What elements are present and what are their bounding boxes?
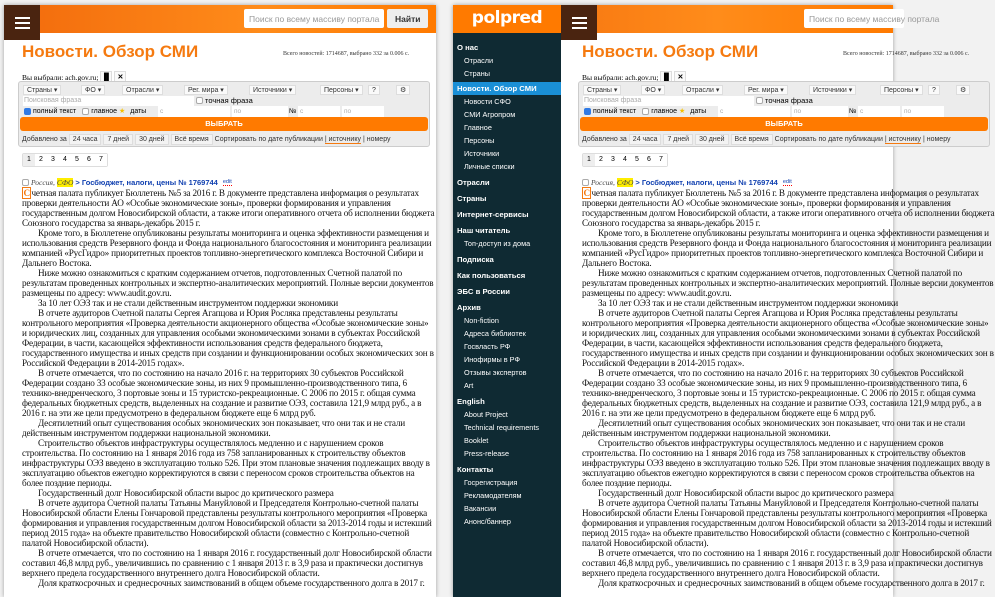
article-paragraph: Ниже можно ознакомиться с кратким содержанием отчетов, подготовленных Счетной палатой по результатам проведенных контрольных и экспертно-аналитических мероприятий. Полные версии документов размещены по адресу: www.audit.gov.ru. [22, 268, 434, 298]
article-region[interactable]: СФО [616, 178, 634, 187]
article-paragraph: Ниже можно ознакомиться с кратким содержанием отчетов, подготовленных Счетной палатой по результатам проведенных контрольных и экспертно-аналитических мероприятий. Полные версии документов размещены по адресу: www.audit.gov.ru. [582, 268, 994, 298]
close-icon[interactable]: ✕ [114, 71, 126, 83]
sidebar-item[interactable]: Инофирмы в РФ [464, 355, 520, 364]
date-to-input[interactable]: по [792, 106, 848, 117]
dates-label: даты [690, 107, 707, 115]
page-6[interactable]: 6 [643, 154, 655, 166]
sidebar-item[interactable]: ЭБС в России [457, 287, 510, 296]
star-icon: ★ [678, 108, 686, 115]
dropdown-sources[interactable]: Источники ▾ [249, 85, 296, 95]
drop-letter: С [23, 188, 30, 198]
sidebar-item[interactable]: Non-fiction [464, 316, 499, 325]
sidebar-item[interactable]: Вакансии [464, 504, 497, 513]
article-paragraph: В отчете отмечается, что по состоянию на 1 января 2016 г. государственный долг Новосибирской области составил 46,8 млрд руб., увеличившись по сравнению с 1 января 2013 г. в 3,9 раза и практически достигнув верхнего предела государственного внутреннего долга Новосибирской области. [22, 548, 432, 578]
news-stats: Всего новостей: 1714687, выбрано 332 за 0.006 с. [283, 51, 410, 57]
polpred-logo[interactable]: polpred [453, 5, 561, 33]
screenshot-without-sidebar [4, 5, 436, 597]
exact-phrase-checkbox[interactable]: точная фраза [756, 96, 813, 105]
article-paragraph: Строительство объектов инфраструктуры осуществлялось медленно и с нарушением сроков строительства. По состоянию на 1 января 2016 года из 758 запланированных к строительству объектов инфраструктуры ОЭЗ введено в эксплуатацию только 526. При этом плановые значения подлежащих вводу в эксплуатацию объектов ежегодно корректируются в связи с переносом сроков строительства объектов на более поздние периоды. [22, 438, 430, 488]
article-paragraph: Строительство объектов инфраструктуры осуществлялось медленно и с нарушением сроков строительства. По состоянию на 1 января 2016 года из 758 запланированных к строительству объектов инфраструктуры ОЭЗ введено в эксплуатацию только 526. При этом плановые значения подлежащих вводу в эксплуатацию объектов ежегодно корректируются в связи с переносом сроков строительства объектов на более поздние периоды. [582, 438, 990, 488]
sidebar-item[interactable]: Госвласть РФ [464, 342, 511, 351]
article-region[interactable]: СФО [56, 178, 74, 187]
sidebar-item[interactable]: Страны [464, 69, 491, 78]
page-title: Новости. Обзор СМИ [22, 42, 199, 61]
added-label: Добавлено за [22, 136, 67, 143]
dropdown-fo[interactable]: ФО ▾ [641, 85, 665, 95]
sort-by-number[interactable]: | номеру [362, 136, 391, 143]
period-24h[interactable]: 24 часа [69, 134, 102, 145]
full-text-checkbox[interactable] [24, 108, 31, 115]
period-30d[interactable]: 30 дней [135, 134, 168, 145]
article-header [22, 178, 232, 187]
full-text-label: полный текст [593, 107, 637, 115]
article-paragraph: В отчете аудиторов Счетной палаты Сергея Агапцова и Юрия Росляка представлены результаты контрольного мероприятия «Проверка деятельности акционерного общества «Особые экономические зоны» и юридических лиц, созданных для управления особыми экономическими зонами в субъектах Российской Федерации, в части, касающейся эффективности использования средств федерального бюджета, государственного имущества и иных средств при создании и функционировании особых экономических зон в Российской Федерации в 2014-2015 годах». [582, 308, 994, 368]
page-6[interactable]: 6 [83, 154, 95, 166]
article-paragraph: С четная палата публикует Бюллетень №5 за 2016 г. В документе представлена информация о результатах проверки деятельности АО «Особые экономические зоны», проверки формирования и управления государственным долгом Новосибирской области, а также итоги оперативного отчета об исполнении бюджета Союзного государства за январь-декабрь 2015 г. [582, 188, 995, 228]
article-paragraph: С четная палата публикует Бюллетень №5 за 2016 г. В документе представлена информация о результатах проверки деятельности АО «Особые экономические зоны», проверки формирования и управления государственным долгом Новосибирской области, а также итоги оперативного отчета об исполнении бюджета Союзного государства за январь-декабрь 2015 г. [22, 188, 435, 228]
page-1[interactable]: 1 [23, 154, 35, 166]
dropdown-industries[interactable]: Отрасли ▾ [122, 85, 163, 95]
dropdown-countries[interactable]: Страны ▾ [23, 85, 61, 95]
article-paragraph: Кроме того, в Бюллетене опубликованы результаты мониторинга и оценка эффективности размещения и использования средств Резервного фонда и Фонда национального благосостояния и мониторинга реализации компанией «РусГидро» приоритетных проектов топливно-энергетического комплекса Восточной Сибири и Дальнего Востока. [582, 228, 992, 268]
page-3[interactable]: 3 [47, 154, 59, 166]
sidebar-item[interactable]: Отрасли [464, 56, 494, 65]
page-title: Новости. Обзор СМИ [582, 42, 759, 61]
sidebar-item[interactable]: Отрасли [457, 178, 490, 187]
sort-by-number[interactable]: | номеру [922, 136, 951, 143]
article-body [582, 188, 995, 588]
date-to-input[interactable]: по [232, 106, 288, 117]
number-from-input[interactable]: с [858, 106, 900, 117]
pagination [22, 153, 108, 167]
article-paragraph: Доля краткосрочных и среднесрочных заимствований в общем объеме государственного долга в 2017 г. [598, 578, 985, 588]
chosen-label: Вы выбрали: ach.gov.ru; [582, 72, 659, 82]
period-all[interactable]: Всё время [171, 134, 213, 145]
page-7[interactable]: 7 [95, 154, 107, 166]
sidebar-item[interactable]: Новости. Обзор СМИ [453, 82, 561, 95]
exact-phrase-checkbox[interactable]: точная фраза [196, 96, 253, 105]
article-checkbox[interactable] [582, 179, 589, 186]
help-button[interactable]: ? [368, 85, 380, 95]
sidebar-item[interactable]: Контакты [457, 465, 494, 474]
dropdown-industries[interactable]: Отрасли ▾ [682, 85, 723, 95]
screenshot-with-sidebar [453, 5, 995, 597]
filter-panel [578, 81, 990, 147]
sidebar-item[interactable]: Technical requirements [464, 423, 540, 432]
article-subheading: За 10 лет ОЭЗ так и не стали действенным инструментом поддержки экономики [38, 298, 338, 308]
filter-panel [18, 81, 430, 147]
added-label: Добавлено за [582, 136, 627, 143]
sidebar-item[interactable]: Новости СФО [464, 97, 511, 106]
sidebar-nav [453, 33, 561, 528]
dropdown-fo[interactable]: ФО ▾ [81, 85, 105, 95]
article-subheading: Государственный долг Новосибирской области вырос до критического размера [598, 488, 894, 498]
main-checkbox[interactable] [642, 108, 649, 115]
article-paragraph: В отчете аудитора Счетной палаты Татьяны Мануйловой и Председателя Контрольно-счетной палаты Новосибирской области Елены Гончаровой представлены результаты контрольного мероприятия «Проверка формирования и управления государственным долгом Новосибирской области за 2013-2014 годы и истекший период 2015 года» на объекте правительство Новосибирской области (совместно с Контрольно-счетной палатой Новосибирской области). [582, 498, 992, 548]
period-30d[interactable]: 30 дней [695, 134, 728, 145]
save-icon[interactable]: ▐▌ [101, 73, 112, 81]
menu-button[interactable] [4, 5, 40, 40]
article-body [22, 188, 435, 588]
article-paragraph: В отчете отмечается, что по состоянию на начало 2016 г. на территориях 30 субъектов Российской Федерации создано 33 особые экономические зоны, из них 9 промышленно-производственного типа, 6 технико-внедренческого, 3 портовые зоны и 15 туристско-рекреационные. С 2006 по 2015 г. общая сумма федеральных бюджетных средств, выделенных на создание и развитие ОЭЗ, составила 121,9 млрд руб., а в 2016 г. на эти же цели предусмотрено в федеральном бюджете еще 6 млрд руб. [582, 368, 982, 418]
page-4[interactable]: 4 [619, 154, 631, 166]
dropdown-sources[interactable]: Источники ▾ [809, 85, 856, 95]
select-button[interactable]: ВЫБРАТЬ [580, 117, 988, 131]
sidebar-item[interactable]: Личные списки [464, 162, 515, 171]
portal-search-input[interactable]: Поиск по всему массиву портала [244, 9, 384, 28]
sidebar [453, 5, 561, 597]
sidebar-item[interactable]: Топ-доступ из дома [464, 239, 531, 248]
sidebar-item[interactable]: Отзывы экспертов [464, 368, 527, 377]
number-label: № [849, 108, 857, 115]
sidebar-item[interactable]: English [457, 397, 485, 406]
page-5[interactable]: 5 [71, 154, 83, 166]
portal-search-input[interactable]: Поиск по всему массиву портала [804, 9, 904, 28]
close-icon[interactable]: ✕ [674, 71, 686, 83]
star-icon: ★ [118, 108, 126, 115]
sidebar-item[interactable]: О нас [457, 43, 479, 52]
article-paragraph: Доля краткосрочных и среднесрочных заимствований в общем объеме государственного долга в 2017 г. [38, 578, 425, 588]
sidebar-item[interactable]: Госрегистрация [464, 478, 518, 487]
sidebar-item[interactable]: Адреса библиотек [464, 329, 526, 338]
number-to-input[interactable]: по [342, 106, 384, 117]
article-rubric-link[interactable]: > Госбюджет, налоги, цены № 1769744 [75, 178, 218, 187]
period-24h[interactable]: 24 часа [629, 134, 662, 145]
sidebar-item[interactable]: Анонс/баннер [464, 517, 511, 526]
search-phrase-input[interactable]: Поисковая фраза [583, 96, 754, 106]
period-7d[interactable]: 7 дней [663, 134, 693, 145]
article-paragraph: Кроме того, в Бюллетене опубликованы результаты мониторинга и оценка эффективности размещения и использования средств Резервного фонда и Фонда национального благосостояния и мониторинга реализации компанией «РусГидро» приоритетных проектов топливно-энергетического комплекса Восточной Сибири и Дальнего Востока. [22, 228, 432, 268]
sidebar-item[interactable]: Booklet [464, 436, 489, 445]
sort-by-date[interactable]: Сортировать по дате публикации [214, 136, 323, 143]
dropdown-world-regions[interactable]: Рег. мира ▾ [184, 85, 228, 95]
number-label: № [289, 108, 297, 115]
edit-link[interactable]: edit [222, 179, 232, 185]
sidebar-item[interactable]: Персоны [464, 136, 495, 145]
article-checkbox[interactable] [22, 179, 29, 186]
page-2[interactable]: 2 [35, 154, 47, 166]
edit-link[interactable]: edit [782, 179, 792, 185]
period-all[interactable]: Всё время [731, 134, 773, 145]
article-paragraph: В отчете аудиторов Счетной палаты Сергея Агапцова и Юрия Росляка представлены результаты контрольного мероприятия «Проверка деятельности акционерного общества «Особые экономические зоны» и юридических лиц, созданных для управления особыми экономическими зонами в субъектах Российской Федерации, в части, касающейся эффективности использования средств федерального бюджета, государственного имущества и иных средств при создании и функционировании особых экономических зон в Российской Федерации в 2014-2015 годах». [22, 308, 434, 368]
sidebar-item[interactable]: Архив [457, 303, 481, 312]
page-2[interactable]: 2 [595, 154, 607, 166]
search-phrase-input[interactable]: Поисковая фраза [23, 96, 194, 106]
hamburger-icon [15, 17, 30, 19]
sidebar-item[interactable]: Press-release [464, 449, 510, 458]
drop-letter: С [583, 188, 590, 198]
article-header [582, 178, 792, 187]
dropdown-persons[interactable]: Персоны ▾ [320, 85, 363, 95]
gear-icon[interactable]: ⚙ [956, 85, 970, 95]
article-country[interactable]: Россия, [591, 178, 615, 187]
number-from-input[interactable]: с [298, 106, 340, 117]
main-checkbox[interactable] [82, 108, 89, 115]
dates-label: даты [130, 107, 147, 115]
date-from-input[interactable]: с [158, 106, 230, 117]
article-paragraph: В отчете отмечается, что по состоянию на начало 2016 г. на территориях 30 субъектов Российской Федерации создано 33 особые экономические зоны, из них 9 промышленно-производственного типа, 6 технико-внедренческого, 3 портовые зоны и 15 туристско-рекреационные. С 2006 по 2015 г. общая сумма федеральных бюджетных средств, выделенных на создание и развитие ОЭЗ, составила 121,9 млрд руб., а в 2016 г. на эти же цели предусмотрено в федеральном бюджете еще 6 млрд руб. [22, 368, 422, 418]
page-3[interactable]: 3 [607, 154, 619, 166]
select-button[interactable]: ВЫБРАТЬ [20, 117, 428, 131]
chosen-label: Вы выбрали: ach.gov.ru; [22, 72, 99, 82]
sidebar-item[interactable]: Подписка [457, 255, 494, 264]
article-paragraph: Десятилетний опыт существования особых экономических зон показывает, что они так и не стали действенным инструментом поддержки национальной экономики. [582, 418, 965, 438]
sort-by-source[interactable]: | источнику [884, 135, 921, 143]
sidebar-item[interactable]: Главное [464, 123, 492, 132]
date-from-input[interactable]: с [718, 106, 790, 117]
article-paragraph: В отчете аудитора Счетной палаты Татьяны Мануйловой и Председателя Контрольно-счетной палаты Новосибирской области Елены Гончаровой представлены результаты контрольного мероприятия «Проверка формирования и управления государственным долгом Новосибирской области за 2013-2014 годы и истекший период 2015 года» на объекте правительство Новосибирской области (совместно с Контрольно-счетной палатой Новосибирской области). [22, 498, 432, 548]
main-label: главное [91, 107, 117, 115]
dropdown-countries[interactable]: Страны ▾ [583, 85, 621, 95]
dropdown-persons[interactable]: Персоны ▾ [880, 85, 923, 95]
number-to-input[interactable]: по [902, 106, 944, 117]
article-paragraph: В отчете отмечается, что по состоянию на 1 января 2016 г. государственный долг Новосибирской области составил 46,8 млрд руб., увеличившись по сравнению с 1 января 2013 г. в 3,9 раза и практически достигнув верхнего предела государственного внутреннего долга Новосибирской области. [582, 548, 992, 578]
sidebar-item[interactable]: Art [464, 381, 474, 390]
main-label: главное [651, 107, 677, 115]
news-stats: Всего новостей: 1714687, выбрано 332 за 0.006 с. [843, 51, 970, 57]
page-1[interactable]: 1 [583, 154, 595, 166]
hamburger-icon [572, 17, 587, 19]
full-text-checkbox[interactable] [584, 108, 591, 115]
dropdown-world-regions[interactable]: Рег. мира ▾ [744, 85, 788, 95]
period-7d[interactable]: 7 дней [103, 134, 133, 145]
pagination [582, 153, 668, 167]
menu-button[interactable] [561, 5, 597, 40]
article-paragraph: Десятилетний опыт существования особых экономических зон показывает, что они так и не стали действенным инструментом поддержки национальной экономики. [22, 418, 405, 438]
article-subheading: Государственный долг Новосибирской области вырос до критического размера [38, 488, 334, 498]
article-country[interactable]: Россия, [31, 178, 55, 187]
article-rubric-link[interactable]: > Госбюджет, налоги, цены № 1769744 [635, 178, 778, 187]
page-7[interactable]: 7 [655, 154, 667, 166]
sidebar-item[interactable]: Рекламодателям [464, 491, 522, 500]
gear-icon[interactable]: ⚙ [396, 85, 410, 95]
help-button[interactable]: ? [928, 85, 940, 95]
full-text-label: полный текст [33, 107, 77, 115]
article-subheading: За 10 лет ОЭЗ так и не стали действенным инструментом поддержки экономики [598, 298, 898, 308]
sidebar-item[interactable]: Наш читатель [457, 226, 511, 235]
save-icon[interactable]: ▐▌ [661, 73, 672, 81]
page-5[interactable]: 5 [631, 154, 643, 166]
find-button[interactable]: Найти [387, 9, 428, 28]
sidebar-item[interactable]: Как пользоваться [457, 271, 526, 280]
sidebar-item[interactable]: СМИ Агропром [464, 110, 516, 119]
sort-by-source[interactable]: | источнику [324, 135, 361, 143]
page-4[interactable]: 4 [59, 154, 71, 166]
sidebar-item[interactable]: Интернет-сервисы [457, 210, 529, 219]
sidebar-item[interactable]: About Project [464, 410, 508, 419]
sort-by-date[interactable]: Сортировать по дате публикации [774, 136, 883, 143]
sidebar-item[interactable]: Источники [464, 149, 500, 158]
sidebar-item[interactable]: Страны [457, 194, 487, 203]
